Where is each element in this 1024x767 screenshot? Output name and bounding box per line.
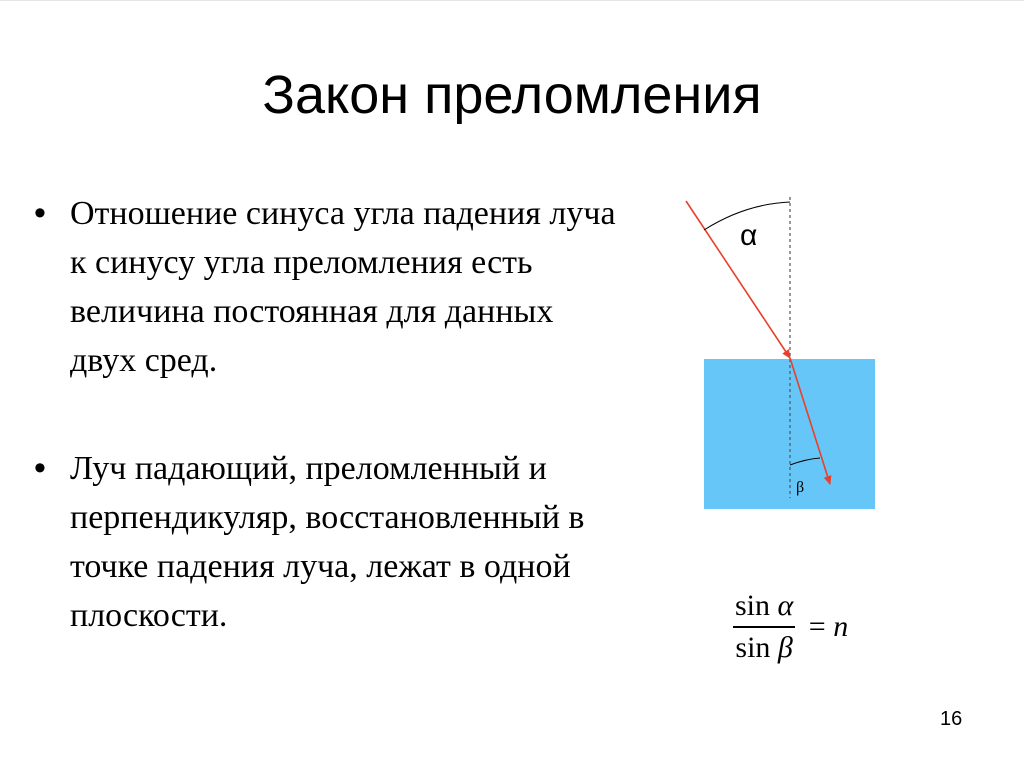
- slide-title: Закон преломления: [262, 65, 762, 125]
- refraction-diagram: [0, 1, 1024, 767]
- refraction-angle-label: β: [796, 479, 805, 496]
- bullet-text: Отношение синуса угла падения луча к синусу угла преломления есть величина постоянная для данных двух сред.: [70, 195, 616, 379]
- incidence-angle-label: α: [740, 219, 758, 252]
- formula-fraction: [733, 586, 795, 668]
- formula-denominator: [733, 628, 795, 668]
- formula-sin: sin: [735, 589, 771, 622]
- formula-equals: [809, 610, 848, 644]
- formula-beta: β: [777, 631, 793, 664]
- incident-ray: [686, 201, 790, 358]
- formula-equals-sign: =: [808, 610, 826, 643]
- bullet-symbol: •: [34, 449, 46, 487]
- formula-alpha: α: [777, 589, 794, 622]
- snell-formula: [733, 586, 848, 668]
- page-number: 16: [940, 708, 963, 730]
- formula-sin: sin: [735, 631, 771, 664]
- formula-numerator: [733, 586, 795, 628]
- bullet-text: Луч падающий, преломленный и перпендикуляр, восстановленный в точке падения луча, лежат в одной плоскости.: [70, 450, 585, 634]
- formula-result: n: [833, 610, 849, 643]
- bullet-symbol: •: [34, 194, 46, 232]
